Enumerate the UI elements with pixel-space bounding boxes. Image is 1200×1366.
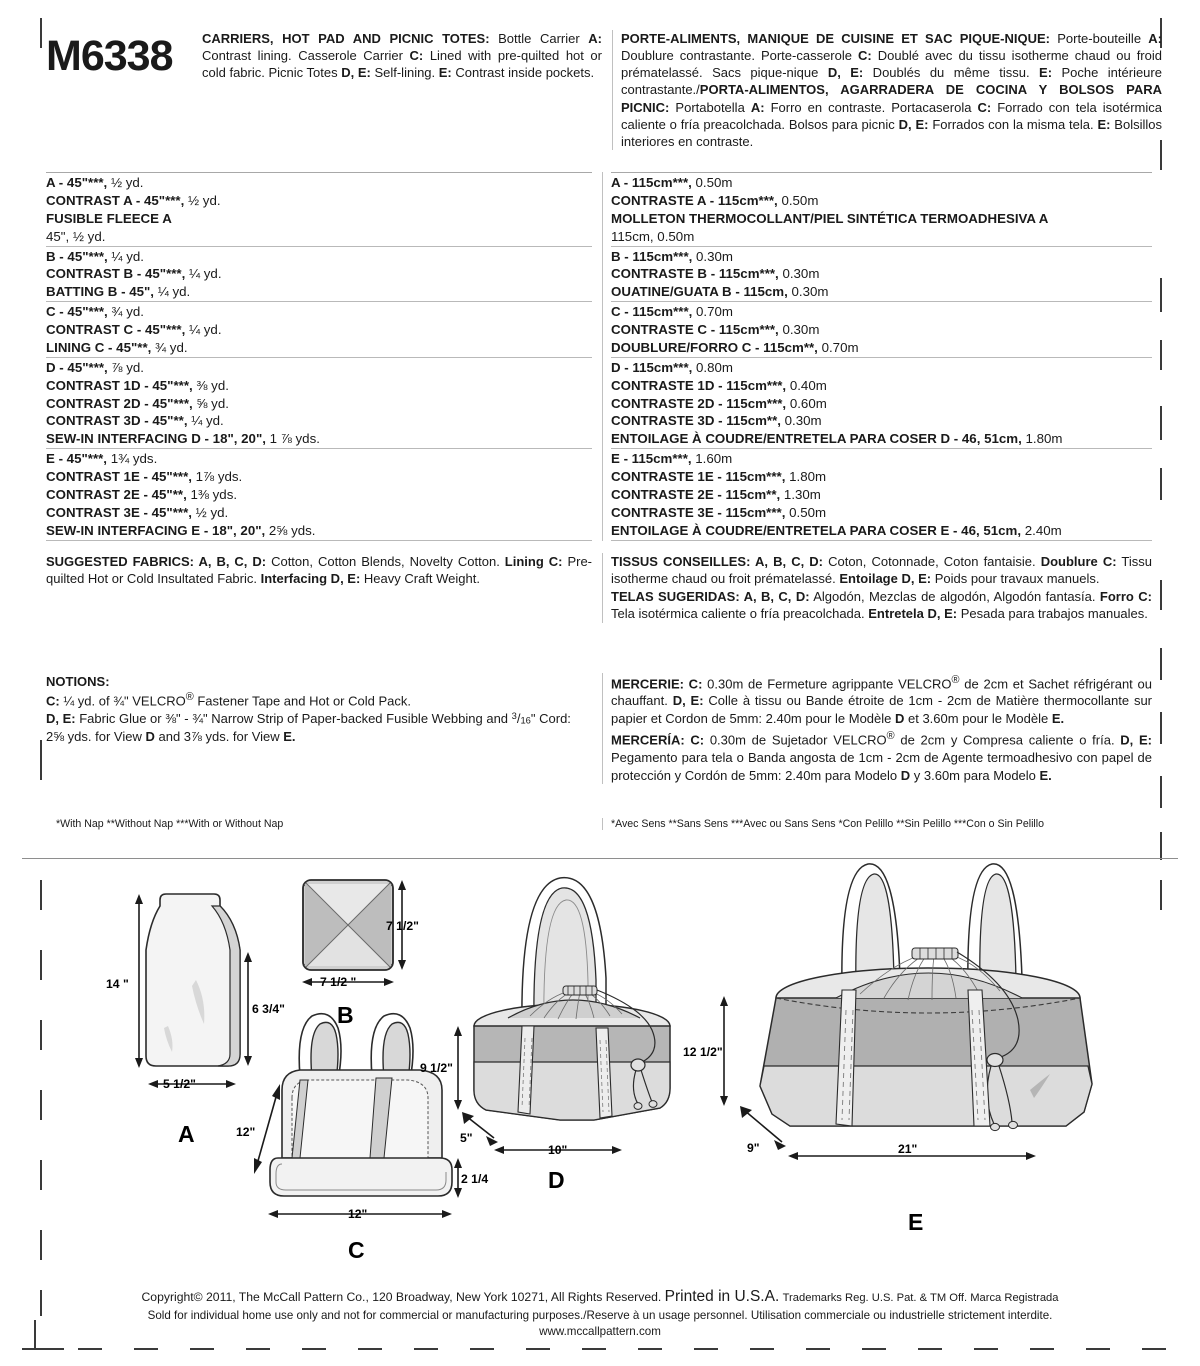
view-d-width-dim: 10" bbox=[548, 1143, 568, 1157]
view-b-label: B bbox=[337, 1002, 354, 1028]
footer bbox=[0, 1288, 1200, 1338]
nap-english-text: *With Nap **Without Nap ***With or Without Nap bbox=[56, 818, 284, 831]
pattern-number: M6338 bbox=[46, 32, 173, 80]
yardage-line: E - 45"***, 1¾ yds. bbox=[46, 451, 158, 467]
yardage-line: CONTRASTE 1D - 115cm***, 0.40m bbox=[611, 377, 827, 393]
footer-printed-in: Printed in U.S.A. bbox=[664, 1288, 780, 1305]
yardage-line: CONTRASTE B - 115cm***, 0.30m bbox=[611, 266, 820, 282]
description-english-title: CARRIERS, HOT PAD AND PICNIC TOTES: bbox=[202, 31, 490, 46]
yardage-group bbox=[611, 172, 1152, 246]
description-french-spanish bbox=[612, 30, 1162, 150]
yardage-table bbox=[46, 172, 1162, 541]
footer-trademarks: Trademarks Reg. U.S. Pat. & TM Off. Marca Registrada bbox=[782, 1292, 1059, 1304]
footer-usage: Sold for individual home use only and not for commercial or manufacturing purposes./Reserve à un usage personnel. Utilisation commerciale ou industrielle strictement interdite. bbox=[147, 1309, 1053, 1322]
yardage-group bbox=[46, 448, 592, 540]
yardage-group bbox=[611, 301, 1152, 357]
yardage-line: CONTRAST 1E - 45"***, 1⅞ yds. bbox=[46, 469, 243, 485]
yardage-line: FUSIBLE FLEECE A bbox=[46, 210, 172, 226]
view-d-illustration bbox=[420, 878, 670, 1157]
yardage-imperial-groups bbox=[46, 172, 592, 541]
yardage-line: CONTRAST B - 45"***, ¼ yd. bbox=[46, 266, 222, 282]
yardage-line: A - 115cm***, 0.50m bbox=[611, 175, 733, 191]
notions-english-line-1: C: ¼ yd. of ¾" VELCRO® Fastener Tape and Hot or Cold Pack. bbox=[46, 691, 411, 709]
yardage-line: CONTRASTE 3D - 115cm**, 0.30m bbox=[611, 413, 822, 429]
illustrations-divider bbox=[22, 858, 1178, 859]
description-french-body: Porte-bouteille A: Doublure contrastante. Porte-casserole C: Doublé avec du tissu isotherme chaud ou froid prématelassé. Sacs pique-nique D, E: Doublés du même tissu. E: Poche intérieure contrastante./ bbox=[621, 31, 1162, 98]
description-spanish-title: PORTA-ALIMENTOS, AGARRADERA DE COCINA Y BOLSOS PARA PICNIC: bbox=[621, 82, 1162, 115]
description-french-title: PORTE-ALIMENTS, MANIQUE DE CUISINE ET SAC PIQUE-NIQUE: bbox=[621, 31, 1050, 46]
view-c-label: C bbox=[348, 1237, 365, 1263]
yardage-line: CONTRAST 3D - 45"**, ¼ yd. bbox=[46, 413, 224, 429]
view-c-width-dim: 12" bbox=[348, 1207, 368, 1221]
yardage-line: B - 115cm***, 0.30m bbox=[611, 248, 733, 264]
yardage-line: ENTOILAGE À COUDRE/ENTRETELA PARA COSER E - 46, 51cm, 2.40m bbox=[611, 522, 1062, 538]
yardage-line: MOLLETON THERMOCOLLANT/PIEL SINTÉTICA TERMOADHESIVA A bbox=[611, 210, 1049, 226]
description-spanish-body: Portabotella A: Forro en contraste. Portacaserola C: Forrado con tela isotérmica caliente o fría preacolchada. Bolsos para picnic D, E: Forrados con la misma tela. E: Bolsillos interiores en contraste. bbox=[621, 99, 1163, 149]
notions-english bbox=[46, 673, 602, 746]
yardage-line: CONTRAST C - 45"***, ¼ yd. bbox=[46, 322, 222, 338]
yardage-line: CONTRASTE C - 115cm***, 0.30m bbox=[611, 322, 820, 338]
fabrics-spanish-text: TELAS SUGERIDAS: A, B, C, D: Algodón, Mezclas de algodón, Algodón fantasía. Forro C: Tela isotérmica caliente o fría preacolchada. Entretela D, E: Pesada para trabajos manuales. bbox=[611, 588, 1152, 622]
description-english-body: Bottle Carrier A: Contrast lining. Casserole Carrier C: Lined with pre-quilted hot or cold fabric. Picnic Totes D, E: Self-lining. E: Contrast inside pockets. bbox=[202, 31, 602, 81]
yardage-line: C - 45"***, ¾ yd. bbox=[46, 304, 144, 320]
yardage-line: 45", ½ yd. bbox=[46, 228, 106, 244]
yardage-line: LINING C - 45"**, ¾ yd. bbox=[46, 339, 188, 355]
nap-english bbox=[46, 818, 602, 830]
view-d-depth-dim: 5" bbox=[460, 1131, 473, 1145]
description-english bbox=[202, 30, 602, 81]
yardage-line: CONTRAST 2E - 45"**, 1⅜ yds. bbox=[46, 486, 238, 502]
yardage-imperial-column bbox=[46, 172, 602, 541]
view-e-label: E bbox=[908, 1209, 924, 1235]
yardage-line: CONTRAST 2D - 45"***, ⅝ yd. bbox=[46, 395, 229, 411]
notions-section bbox=[46, 673, 1162, 785]
notions-french-text: MERCERIE: C: 0.30m de Fermeture agrippante VELCRO® de 2cm et Sachet réfrigérant ou chauffant. D, E: Colle à tissu ou Bande étroite de 1cm - 2cm de Matière thermocollante sur papier et Cordon de 5mm: 2.40m pour le Modèle D et 3.60m pour le Modèle E. bbox=[611, 673, 1152, 726]
yardage-line: B - 45"***, ¼ yd. bbox=[46, 248, 144, 264]
notions-english-title: NOTIONS: bbox=[46, 673, 110, 689]
yardage-line: CONTRASTE 1E - 115cm***, 1.80m bbox=[611, 469, 827, 485]
view-e-height-dim: 12 1/2" bbox=[683, 1045, 723, 1059]
view-a-illustration bbox=[106, 894, 285, 1147]
fabrics-french-text: TISSUS CONSEILLES: A, B, C, D: Coton, Cotonnade, Coton fantaisie. Doublure C: Tissu isotherme chaud ou froit prématelassé. Entoilage D, E: Poids pour travaux manuels. bbox=[611, 553, 1152, 587]
view-a-width-dim: 5 1/2" bbox=[163, 1077, 196, 1091]
notions-french-spanish bbox=[602, 673, 1152, 785]
nap-french-spanish bbox=[602, 818, 1152, 830]
yardage-line: DOUBLURE/FORRO C - 115cm**, 0.70m bbox=[611, 339, 859, 355]
view-b-illustration bbox=[302, 880, 419, 1028]
yardage-line: CONTRAST 3E - 45"***, ½ yd. bbox=[46, 504, 229, 520]
yardage-line: CONTRAST A - 45"***, ½ yd. bbox=[46, 192, 221, 208]
view-e-depth-dim: 9" bbox=[747, 1141, 760, 1155]
yardage-line: C - 115cm***, 0.70m bbox=[611, 304, 733, 320]
yardage-group bbox=[611, 448, 1152, 540]
yardage-line: BATTING B - 45", ¼ yd. bbox=[46, 284, 191, 300]
yardage-line: 115cm, 0.50m bbox=[611, 228, 695, 244]
yardage-line: CONTRASTE A - 115cm***, 0.50m bbox=[611, 192, 819, 208]
yardage-group bbox=[46, 301, 592, 357]
yardage-metric-column bbox=[602, 172, 1152, 541]
view-b-width-dim: 7 1/2 " bbox=[320, 975, 357, 989]
view-e-width-dim: 21" bbox=[898, 1142, 918, 1156]
yardage-line: D - 115cm***, 0.80m bbox=[611, 359, 733, 375]
view-illustrations-svg bbox=[0, 858, 1200, 1288]
yardage-line: D - 45"***, ⅞ yd. bbox=[46, 359, 144, 375]
view-a-height-dim: 14 " bbox=[106, 977, 129, 991]
yardage-line: CONTRASTE 2E - 115cm**, 1.30m bbox=[611, 486, 821, 502]
yardage-group bbox=[46, 357, 592, 448]
fabrics-english-text: SUGGESTED FABRICS: A, B, C, D: Cotton, Cotton Blends, Novelty Cotton. Lining C: Pre-quilted Hot or Cold Insultated Fabric. Interfacing D, E: Heavy Craft Weight. bbox=[46, 553, 592, 587]
footer-copyright: Copyright© 2011, The McCall Pattern Co., 120 Broadway, New York 10271, All Rights Reserved. bbox=[141, 1290, 662, 1304]
fabrics-french-spanish bbox=[602, 553, 1152, 623]
yardage-group bbox=[611, 246, 1152, 302]
suggested-fabrics-section bbox=[46, 553, 1162, 623]
view-c-height-dim: 2 1/4 bbox=[461, 1172, 489, 1186]
view-a-side-dim: 6 3/4" bbox=[252, 1002, 285, 1016]
yardage-group bbox=[46, 172, 592, 246]
yardage-line: E - 115cm***, 1.60m bbox=[611, 451, 733, 467]
view-d-label-main: D bbox=[548, 1167, 565, 1193]
nap-footnotes bbox=[46, 818, 1162, 830]
view-e-illustration bbox=[683, 864, 1092, 1235]
view-c-illustration bbox=[236, 1014, 488, 1263]
yardage-line: SEW-IN INTERFACING E - 18", 20", 2⅝ yds. bbox=[46, 522, 316, 538]
yardage-group bbox=[611, 357, 1152, 448]
yardage-line: SEW-IN INTERFACING D - 18", 20", 1 ⅞ yds. bbox=[46, 431, 320, 447]
view-b-height-dim: 7 1/2" bbox=[386, 919, 419, 933]
fabrics-english bbox=[46, 553, 602, 588]
notions-english-line-2: D, E: Fabric Glue or ⅜" - ¾" Narrow Strip of Paper-backed Fusible Webbing and $^3/_{16}$" Cord: 2⅝ yds. for View D and 3⅞ yds. for View E. bbox=[46, 711, 571, 744]
yardage-line: CONTRAST 1D - 45"***, ⅜ yd. bbox=[46, 377, 229, 393]
yardage-line: CONTRASTE 3E - 115cm***, 0.50m bbox=[611, 504, 827, 520]
view-d-height-dim: 9 1/2" bbox=[420, 1061, 453, 1075]
view-a-label: A bbox=[178, 1121, 195, 1147]
footer-website[interactable]: www.mccallpattern.com bbox=[539, 1325, 661, 1338]
illustrations-panel bbox=[0, 858, 1200, 1288]
view-c-depth-dim: 12" bbox=[236, 1125, 256, 1139]
yardage-line: ENTOILAGE À COUDRE/ENTRETELA PARA COSER D - 46, 51cm, 1.80m bbox=[611, 431, 1063, 447]
nap-french-spanish-text: *Avec Sens **Sans Sens ***Avec ou Sans Sens *Con Pelillo **Sin Pelillo ***Con o Sin Pelillo bbox=[611, 818, 1045, 831]
header-row bbox=[46, 30, 1162, 150]
info-block bbox=[46, 30, 1162, 830]
yardage-line: CONTRASTE 2D - 115cm***, 0.60m bbox=[611, 395, 827, 411]
yardage-group bbox=[46, 246, 592, 302]
yardage-line: OUATINE/GUATA B - 115cm, 0.30m bbox=[611, 284, 829, 300]
yardage-line: A - 45"***, ½ yd. bbox=[46, 175, 144, 191]
yardage-metric-groups bbox=[611, 172, 1152, 541]
notions-spanish-text: MERCERÍA: C: 0.30m de Sujetador VELCRO® de 2cm y Compresa caliente o fría. D, E: Pegamento para tela o Banda angosta de 1cm - 2cm de Agente termoadhesivo con papel de protección y Cordón de 5mm: 2.40m para Modelo D y 3.60m para Modelo E. bbox=[611, 730, 1152, 783]
